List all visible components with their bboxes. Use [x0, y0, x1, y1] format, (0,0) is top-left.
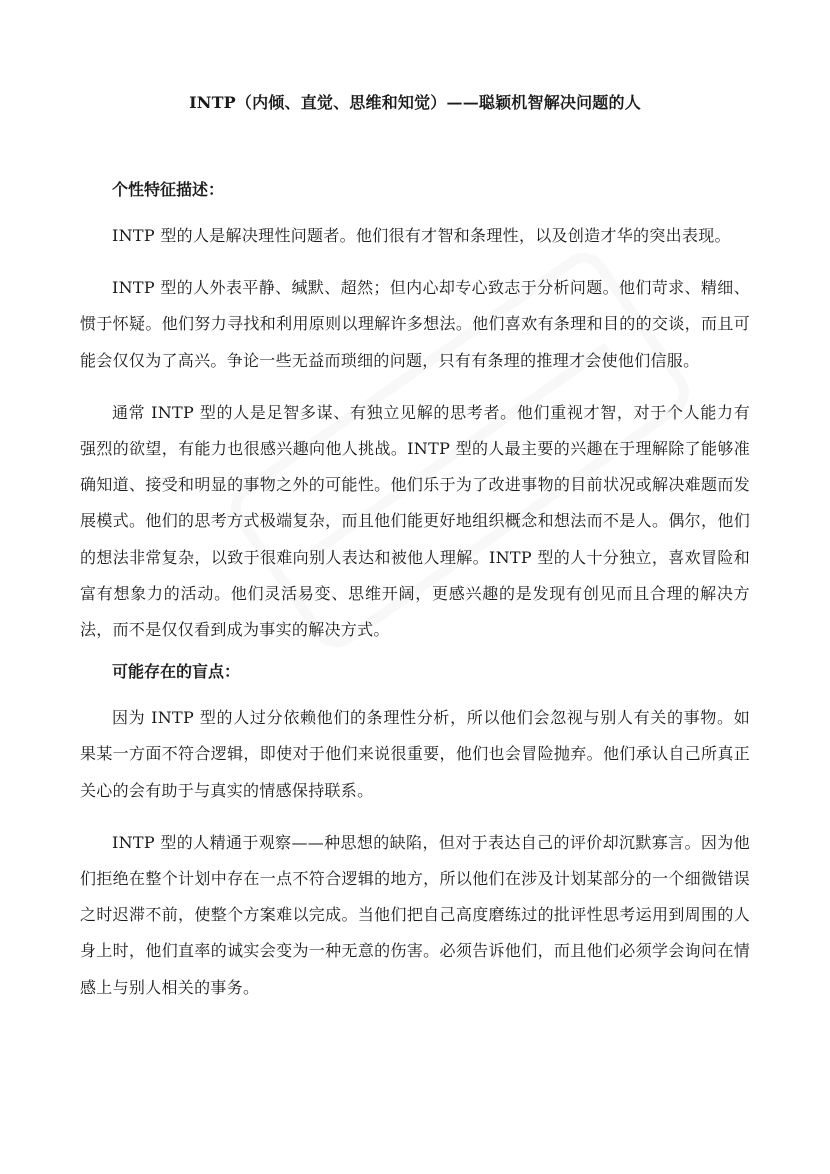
document-body	[80, 176, 750, 1006]
paragraph: INTP 型的人是解决理性问题者。他们很有才智和条理性，以及创造才华的突出表现。	[112, 226, 731, 245]
section-heading-traits: 个性特征描述：	[112, 180, 225, 199]
paragraph: INTP 型的人精通于观察——种思想的缺陷，但对于表达自己的评价却沉默寡言。因为他们拒绝在整个计划中存在一点不符合逻辑的地方，所以他们在涉及计划某部分的一个细微错误之时迟滞不前，使整个方案难以完成。当他们把自己高度磨练过的批评性思考运用到周围的人身上时，他们直率的诚实会变为一种无意的伤害。必须告诉他们，而且他们必须学会询问在情感上与别人相关的事务。	[80, 832, 750, 997]
paragraph: 因为 INTP 型的人过分依赖他们的条理性分析，所以他们会忽视与别人有关的事物。如果某一方面不符合逻辑，即使对于他们来说很重要，他们也会冒险抛弃。他们承认自己所真正关心的会有助于与真实的情感保持联系。	[80, 708, 750, 800]
page-title: INTP（内倾、直觉、思维和知觉）——聪颖机智解决问题的人	[189, 93, 641, 112]
paragraph: INTP 型的人外表平静、缄默、超然；但内心却专心致志于分析问题。他们苛求、精细、惯于怀疑。他们努力寻找和利用原则以理解许多想法。他们喜欢有条理和目的的交谈，而且可能会仅仅为了高兴。争论一些无益而琐细的问题，只有有条理的推理才会使他们信服。	[80, 278, 750, 370]
section-heading-blind-spots: 可能存在的盲点：	[112, 662, 241, 682]
paragraph: 通常 INTP 型的人是足智多谋、有独立见解的思考者。他们重视才智，对于个人能力有强烈的欲望，有能力也很感兴趣向他人挑战。INTP 型的人最主要的兴趣在于理解除了能够准确知道、接受和明显的事物之外的可能性。他们乐于为了改进事物的目前状况或解决难题而发展模式。他们的思考方式极端复杂，而且他们能更好地组织概念和想法而不是人。偶尔，他们的想法非常复杂，以致于很难向别人表达和被他人理解。INTP 型的人十分独立，喜欢冒险和富有想象力的活动。他们灵活易变、思维开阔，更感兴趣的是发现有创见而且合理的解决方法，而不是仅仅看到成为事实的解决方式。	[80, 402, 750, 640]
